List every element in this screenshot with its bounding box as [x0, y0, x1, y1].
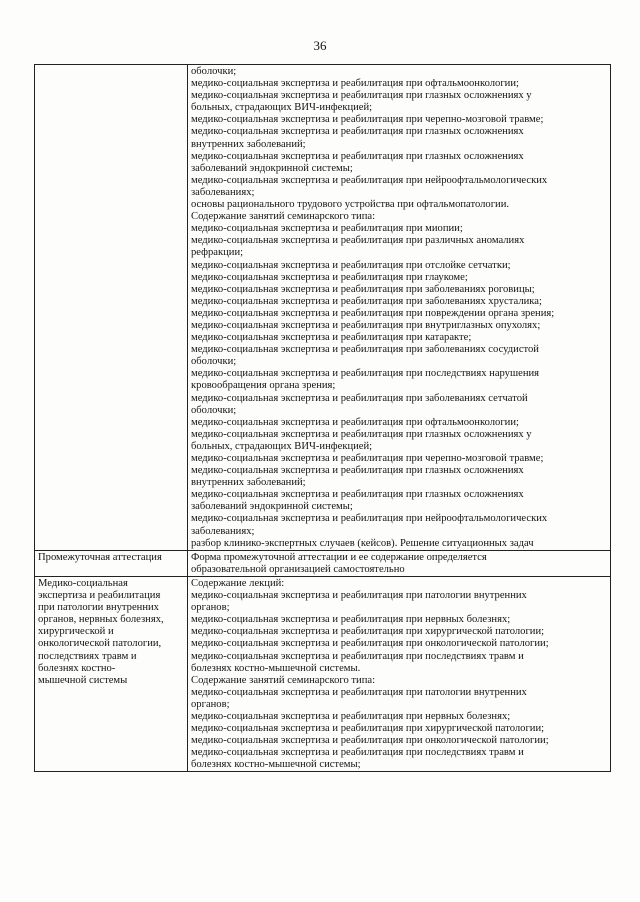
content-line: Содержание занятий семинарского типа: — [191, 211, 376, 223]
section-content-cell — [188, 550, 611, 576]
section-title-line: мышечной системы — [38, 674, 128, 686]
content-line: медико-социальная экспертиза и реабилитация при глазных осложнениях — [191, 150, 524, 162]
table-body — [35, 65, 611, 772]
content-line: медико-социальная экспертиза и реабилитация при нейроофтальмологических — [191, 174, 548, 186]
content-line: медико-социальная экспертиза и реабилитация при заболеваниях сетчатой — [191, 392, 528, 404]
content-line: медико-социальная экспертиза и реабилитация при глазных осложнениях — [191, 465, 524, 477]
content-line: медико-социальная экспертиза и реабилитация при различных аномалиях — [191, 235, 525, 247]
content-line: медико-социальная экспертиза и реабилитация при офтальмоонкологии; — [191, 416, 519, 428]
section-title-line: при патологии внутренних — [38, 602, 159, 614]
section-title-line: болезнях костно- — [38, 662, 116, 674]
section-title-line: Промежуточная аттестация — [38, 551, 162, 563]
content-line: медико-социальная экспертиза и реабилитация при отслойке сетчатки; — [191, 259, 511, 271]
section-content-cell — [188, 65, 611, 551]
content-line: оболочки; — [191, 66, 237, 77]
content-line: медико-социальная экспертиза и реабилитация при офтальмоонкологии; — [191, 78, 519, 90]
content-line: медико-социальная экспертиза и реабилитация при патологии внутренних — [191, 686, 527, 698]
content-line: основы рационального трудового устройства при офтальмопатологии. — [191, 199, 510, 211]
section-title-cell — [35, 550, 188, 576]
content-line: образовательной организацией самостоятельно — [191, 563, 405, 575]
section-title-line: органов, нервных болезнях, — [38, 614, 164, 626]
content-line: медико-социальная экспертиза и реабилитация при глазных осложнениях у — [191, 428, 532, 440]
content-line: медико-социальная экспертиза и реабилитация при глазных осложнениях — [191, 489, 524, 501]
content-line: медико-социальная экспертиза и реабилитация при черепно-мозговой травме; — [191, 453, 544, 464]
content-line: органов; — [191, 698, 230, 710]
content-line: внутренних заболеваний; — [191, 138, 306, 150]
content-line: медико-социальная экспертиза и реабилитация при нейроофтальмологических — [191, 513, 548, 525]
section-title-cell — [35, 576, 188, 772]
table-row — [35, 576, 611, 772]
table-row — [35, 550, 611, 576]
content-line: Форма промежуточной аттестации и ее содержание определяется — [191, 551, 487, 563]
content-line: медико-социальная экспертиза и реабилитация при внутриглазных опухолях; — [191, 319, 541, 331]
content-line: рефракции; — [191, 247, 244, 259]
content-line: заболеваниях; — [191, 525, 255, 537]
content-line: медико-социальная экспертиза и реабилитация при заболеваниях сосудистой — [191, 344, 539, 356]
content-line: заболеваниях; — [191, 186, 255, 198]
page-number: 36 — [313, 38, 327, 53]
content-line: разбор клинико-экспертных случаев (кейсов). Решение ситуационных задач — [191, 537, 534, 549]
content-line: больных, страдающих ВИЧ-инфекцией; — [191, 102, 373, 114]
content-line: Содержание лекций: — [191, 577, 285, 589]
content-line: Содержание занятий семинарского типа: — [191, 674, 376, 686]
section-title-line: последствиях травм и — [38, 650, 137, 662]
table-row — [35, 65, 611, 551]
content-line: заболеваний эндокринной системы; — [191, 501, 353, 513]
content-line: заболеваний эндокринной системы; — [191, 162, 353, 174]
content-line: медико-социальная экспертиза и реабилитация при последствиях травм и — [191, 747, 524, 759]
content-line: внутренних заболеваний; — [191, 477, 306, 489]
content-line: медико-социальная экспертиза и реабилитация при хирургической патологии; — [191, 723, 545, 735]
content-line: медико-социальная экспертиза и реабилитация при патологии внутренних — [191, 590, 527, 602]
content-line: органов; — [191, 602, 230, 614]
section-title-cell — [35, 65, 188, 551]
content-line: медико-социальная экспертиза и реабилитация при катаракте; — [191, 332, 472, 344]
content-line: оболочки; — [191, 404, 237, 416]
content-line: оболочки; — [191, 356, 237, 368]
content-line: медико-социальная экспертиза и реабилитация при заболеваниях роговицы; — [191, 283, 535, 295]
content-line: медико-социальная экспертиза и реабилитация при хирургической патологии; — [191, 626, 545, 638]
section-title-line: онкологической патологии, — [38, 638, 162, 650]
content-line: медико-социальная экспертиза и реабилитация при глазных осложнениях у — [191, 90, 532, 102]
section-title-line: Медико-социальная — [38, 577, 128, 589]
content-line: медико-социальная экспертиза и реабилитация при онкологической патологии; — [191, 735, 549, 747]
content-line: медико-социальная экспертиза и реабилитация при последствиях травм и — [191, 650, 524, 662]
content-line: медико-социальная экспертиза и реабилитация при последствиях нарушения — [191, 368, 540, 380]
content-line: медико-социальная экспертиза и реабилитация при нервных болезнях; — [191, 614, 511, 626]
section-title-line: экспертиза и реабилитация — [38, 590, 161, 602]
section-content-cell — [188, 576, 611, 772]
content-line: медико-социальная экспертиза и реабилитация при нервных болезнях; — [191, 710, 511, 722]
content-line: медико-социальная экспертиза и реабилитация при глаукоме; — [191, 271, 468, 283]
section-title-line: хирургической и — [38, 626, 114, 638]
content-line: болезнях костно-мышечной системы; — [191, 759, 361, 771]
content-line: медико-социальная экспертиза и реабилитация при глазных осложнениях — [191, 126, 524, 138]
content-line: болезнях костно-мышечной системы. — [191, 662, 361, 674]
content-line: медико-социальная экспертиза и реабилитация при повреждении органа зрения; — [191, 307, 555, 319]
content-line: медико-социальная экспертиза и реабилитация при онкологической патологии; — [191, 638, 549, 650]
content-line: медико-социальная экспертиза и реабилитация при заболеваниях хрусталика; — [191, 295, 542, 307]
content-line: медико-социальная экспертиза и реабилитация при черепно-мозговой травме; — [191, 114, 544, 126]
curriculum-table — [34, 64, 611, 772]
content-line: медико-социальная экспертиза и реабилитация при миопии; — [191, 223, 463, 235]
content-line: больных, страдающих ВИЧ-инфекцией; — [191, 440, 373, 452]
content-line: кровообращения органа зрения; — [191, 380, 336, 392]
